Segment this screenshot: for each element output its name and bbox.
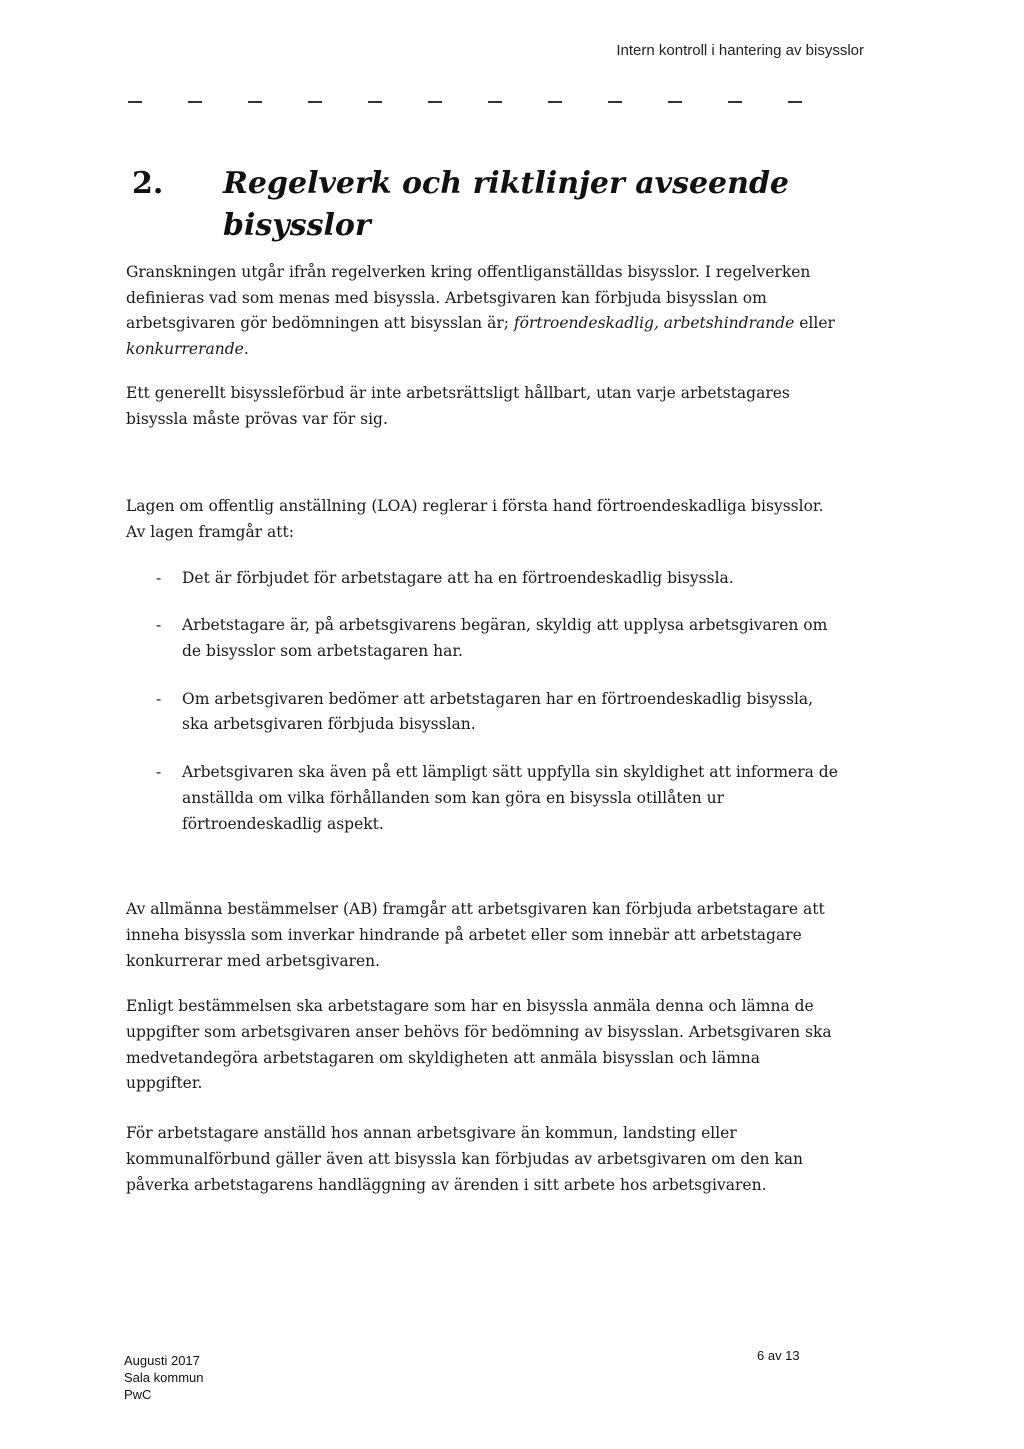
page-number: 6 av 13: [757, 1348, 800, 1363]
footer-organization: Sala kommun: [124, 1370, 204, 1385]
paragraph-general-ban: Ett generellt bisyssleförbud är inte arbetsrättsligt hållbart, utan varje arbetstagares bisyssla måste prövas var för sig.: [126, 383, 790, 428]
section-number: 2.: [132, 166, 164, 201]
body-content: [126, 260, 841, 1198]
paragraph-intro-terms: förtroendeskadlig, arbetshindrande: [513, 314, 795, 333]
paragraph-intro-last-term: konkurrerande: [126, 340, 244, 359]
list-dash: -: [156, 763, 162, 782]
loa-rules-list: [126, 566, 841, 838]
footer-info: [124, 1352, 203, 1403]
list-item: [126, 687, 841, 738]
paragraph-ab: Av allmänna bestämmelser (AB) framgår att arbetsgivaren kan förbjuda arbetstagare att inneha bisyssla som inverkar hindrande på arbetet eller som innebär att arbetstagare konkurrerar med arbetsgivaren.: [126, 900, 825, 970]
paragraph-loa: Lagen om offentlig anställning (LOA) reglerar i första hand förtroendeskadliga bisysslor. Av lagen framgår att:: [126, 497, 824, 541]
list-item-text: Om arbetsgivaren bedömer att arbetstagaren har en förtroendeskadlig bisyssla, ska arbetsgivaren förbjuda bisysslan.: [182, 689, 814, 734]
list-item-text: Arbetsgivaren ska även på ett lämpligt sätt uppfylla sin skyldighet att informera de anställda om vilka förhållanden som kan göra en bisyssla otillåten ur förtroendeskadlig aspekt.: [182, 763, 838, 833]
list-dash: -: [156, 568, 162, 587]
section-title: Regelverk och riktlinjer avseende bisysslor: [223, 166, 790, 243]
header-divider: [128, 101, 820, 103]
paragraph-intro: [126, 260, 841, 363]
list-item: [126, 760, 841, 837]
paragraph-intro-or: eller: [794, 314, 835, 333]
paragraph-intro-text: Granskningen utgår ifrån regelverken kring offentliganställdas bisysslor. I regelverken definieras vad som menas med bisyssla. Arbetsgivaren kan förbjuda bisysslan om arbetsgivaren gör bedömningen att bisysslan är;: [126, 263, 811, 333]
paragraph-other-employers: För arbetstagare anställd hos annan arbetsgivare än kommun, landsting eller kommunalförbund gäller även att bisyssla kan förbjudas av arbetsgivaren om den kan påverka arbetstagarens handläggning av ärenden i sitt arbete hos arbetsgivaren.: [126, 1124, 803, 1194]
paragraph-reporting: Enligt bestämmelsen ska arbetstagare som har en bisyssla anmäla denna och lämna de uppgifter som arbetsgivaren anser behövs för bedömning av bisysslan. Arbetsgivaren ska medvetandegöra arbetstagaren om skyldigheten att anmäla bisysslan och lämna uppgifter.: [126, 997, 832, 1093]
footer-date: Augusti 2017: [124, 1353, 200, 1368]
footer-author: PwC: [124, 1387, 152, 1402]
section-heading: [132, 163, 852, 247]
list-item: [126, 613, 841, 664]
list-dash: -: [156, 616, 162, 635]
list-dash: -: [156, 689, 162, 708]
list-item-text: Arbetstagare är, på arbetsgivarens begäran, skyldig att upplysa arbetsgivaren om de bisysslor som arbetstagaren har.: [182, 616, 828, 661]
running-header-title: Intern kontroll i hantering av bisysslor: [616, 42, 864, 59]
list-item: [126, 566, 841, 592]
list-item-text: Det är förbjudet för arbetstagare att ha en förtroendeskadlig bisyssla.: [182, 568, 734, 587]
paragraph-intro-end: .: [243, 340, 249, 359]
